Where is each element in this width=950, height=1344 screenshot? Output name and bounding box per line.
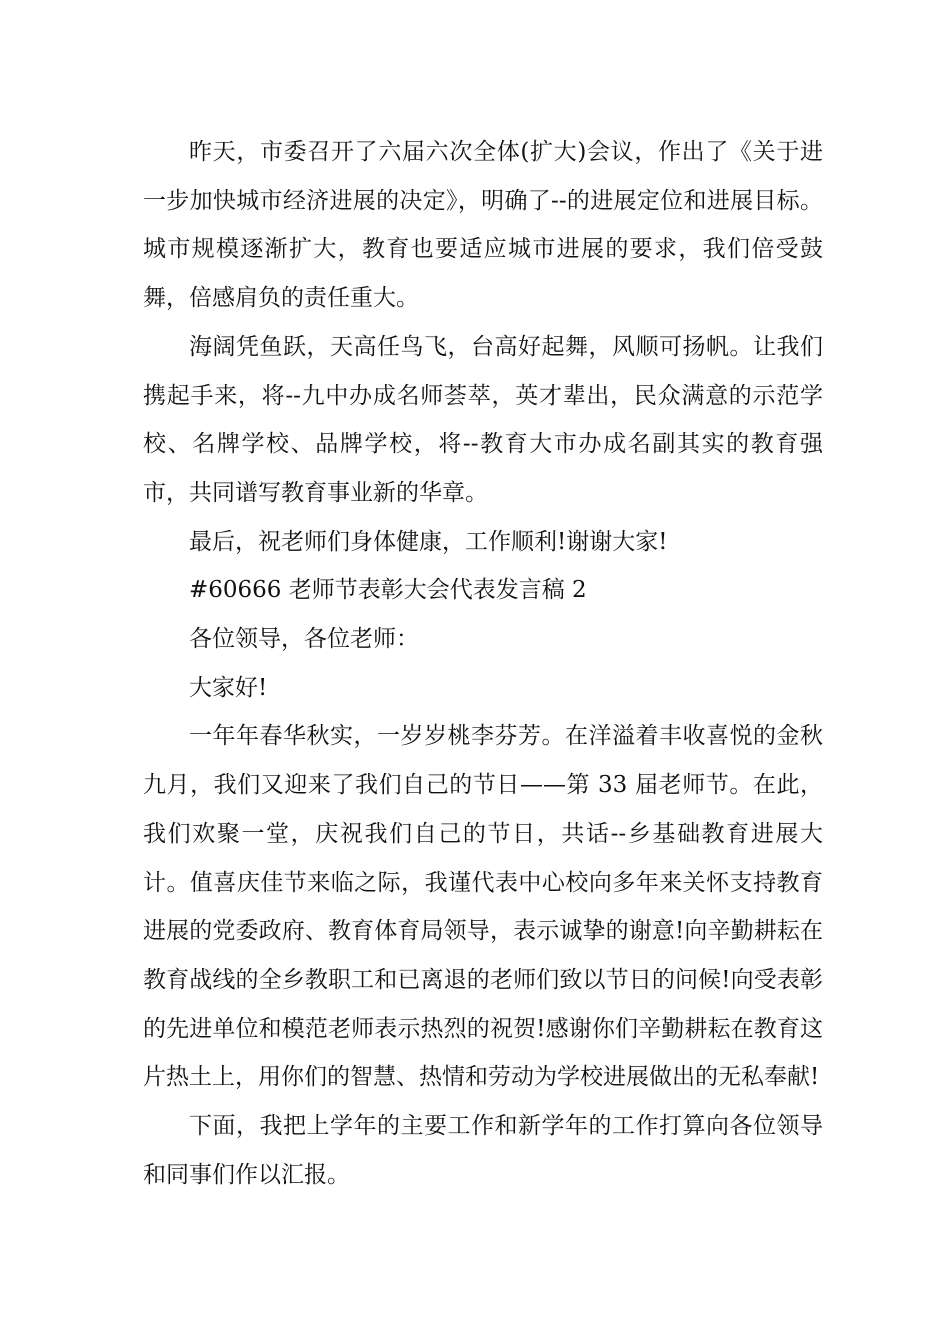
document-body <box>143 128 823 1199</box>
section-title: #60666 老师节表彰大会代表发言稿 2 <box>189 577 587 604</box>
paragraph-closing-wishes: 最后，祝老师们身体健康，工作顺利!谢谢大家! <box>189 528 668 555</box>
paragraph-teachers-day: 一年年春华秋实，一岁岁桃李芬芳。在洋溢着丰收喜悦的金秋九月，我们又迎来了我们自己的节日——第 33 届老师节。在此，我们欢聚一堂，庆祝我们自己的节日，共话--乡基础教育进展大计。值喜庆佳节来临之际，我谨代表中心校向多年来关怀支持教育进展的党委政府、教育体育局领导，表示诚挚的谢意!向辛勤耕耘在教育战线的全乡教职工和已离退的老师们致以节日的问候!向受表彰的先进单位和模范老师表示热烈的祝贺!感谢你们辛勤耕耘在教育这片热土上，用你们的智慧、热情和劳动为学校进展做出的无私奉献! <box>143 723 823 1091</box>
greeting: 大家好! <box>189 674 268 701</box>
paragraph-report-intro: 下面，我把上学年的主要工作和新学年的工作打算向各位领导和同事们作以汇报。 <box>143 1113 823 1188</box>
paragraph-call-to-action: 海阔凭鱼跃，天高任鸟飞，台高好起舞，风顺可扬帆。让我们携起手来，将--九中办成名师荟萃，英才辈出，民众满意的示范学校、名牌学校、品牌学校，将--教育大市办成名副其实的教育强市，共同谱写教育事业新的华章。 <box>143 333 823 506</box>
paragraph-city-meeting: 昨天，市委召开了六届六次全体(扩大)会议，作出了《关于进一步加快城市经济进展的决定》，明确了--的进展定位和进展目标。城市规模逐渐扩大，教育也要适应城市进展的要求，我们倍受鼓舞，倍感肩负的责任重大。 <box>143 139 823 312</box>
salutation: 各位领导，各位老师： <box>189 626 419 653</box>
